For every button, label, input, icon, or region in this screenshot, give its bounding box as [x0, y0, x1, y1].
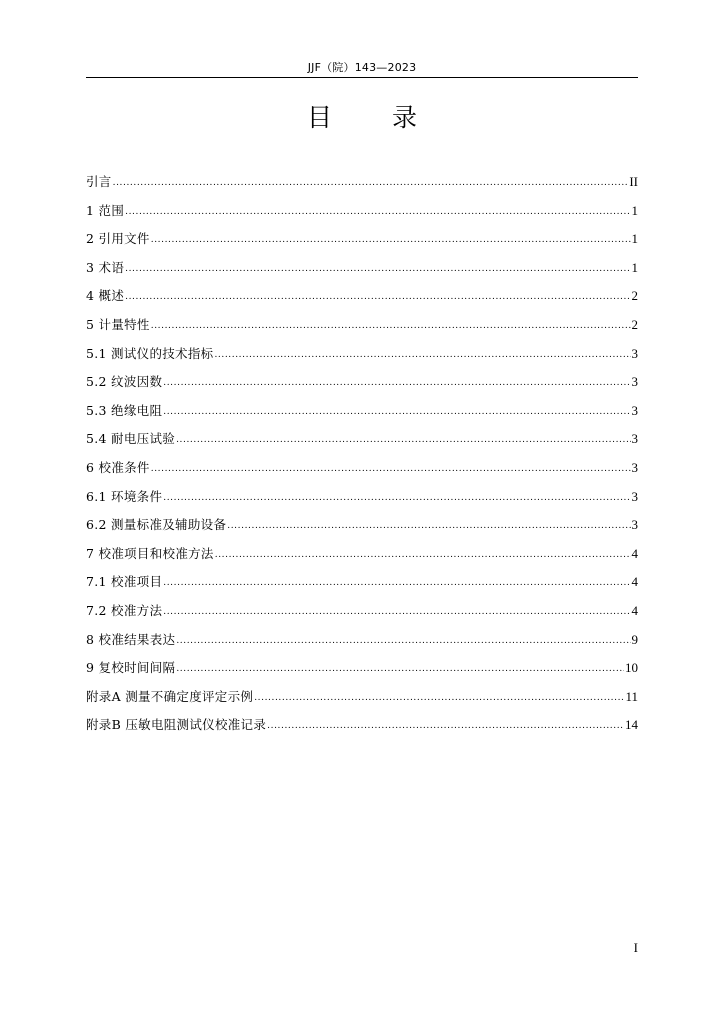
table-of-contents — [86, 172, 638, 744]
toc-dot-leader — [163, 402, 630, 422]
toc-dot-leader — [215, 545, 631, 565]
toc-entry[interactable] — [86, 687, 638, 716]
toc-entry[interactable] — [86, 201, 638, 230]
page-number: I — [633, 940, 638, 955]
toc-entry-page: 3 — [631, 517, 638, 533]
toc-entry[interactable] — [86, 515, 638, 544]
toc-entry-page: 1 — [631, 231, 638, 247]
toc-entry[interactable] — [86, 458, 638, 487]
toc-entry-page: 3 — [631, 431, 638, 447]
toc-entry-page: 3 — [631, 459, 638, 475]
toc-entry[interactable] — [86, 372, 638, 401]
toc-entry-page: II — [629, 174, 638, 189]
toc-entry[interactable] — [86, 544, 638, 573]
toc-dot-leader — [176, 430, 630, 450]
toc-dot-leader — [125, 202, 630, 222]
toc-dot-leader — [254, 688, 624, 708]
toc-entry-label: 6.2 测量标准及辅助设备 — [86, 517, 227, 533]
toc-entry[interactable] — [86, 172, 638, 201]
toc-entry-page: 1 — [631, 259, 638, 275]
toc-entry-label: 2 引用文件 — [86, 231, 150, 247]
toc-dot-leader — [151, 459, 631, 479]
toc-dot-leader — [163, 573, 630, 593]
toc-entry-label: 附录B 压敏电阻测试仪校准记录 — [86, 717, 267, 733]
toc-entry-page: 4 — [631, 574, 638, 590]
toc-dot-leader — [151, 230, 631, 250]
toc-entry[interactable] — [86, 715, 638, 744]
toc-entry-label: 7.1 校准项目 — [86, 574, 163, 590]
toc-dot-leader — [267, 716, 624, 736]
toc-entry-label: 引言 — [86, 174, 112, 189]
toc-dot-leader — [163, 488, 630, 508]
toc-entry[interactable] — [86, 315, 638, 344]
toc-entry-page: 3 — [631, 345, 638, 361]
toc-entry-page: 9 — [631, 631, 638, 647]
toc-entry-label: 4 概述 — [86, 288, 125, 304]
toc-entry-page: 3 — [631, 402, 638, 418]
toc-dot-leader — [163, 602, 630, 622]
document-code-header: JJF（院）143—2023 — [307, 61, 417, 74]
toc-entry[interactable] — [86, 344, 638, 373]
toc-dot-leader — [214, 345, 630, 365]
toc-entry-label: 3 术语 — [86, 259, 125, 275]
toc-entry[interactable] — [86, 258, 638, 287]
toc-entry-page: 2 — [631, 288, 638, 304]
toc-entry[interactable] — [86, 572, 638, 601]
toc-entry-page: 10 — [625, 660, 638, 676]
toc-entry-label: 附录A 测量不确定度评定示例 — [86, 688, 254, 704]
toc-entry-label: 5.1 测试仪的技术指标 — [86, 345, 214, 361]
page-title: 目 录 — [307, 103, 443, 132]
toc-entry-label: 5 计量特性 — [86, 316, 150, 332]
toc-entry-label: 6.1 环境条件 — [86, 488, 163, 504]
toc-dot-leader — [163, 373, 630, 393]
toc-entry[interactable] — [86, 630, 638, 659]
toc-entry-label: 1 范围 — [86, 202, 125, 218]
toc-dot-leader — [113, 173, 629, 193]
toc-dot-leader — [227, 516, 630, 536]
toc-entry-label: 8 校准结果表达 — [86, 631, 176, 647]
toc-entry[interactable] — [86, 401, 638, 430]
toc-entry[interactable] — [86, 429, 638, 458]
toc-entry-page: 2 — [631, 316, 638, 332]
toc-entry-label: 5.3 绝缘电阻 — [86, 402, 163, 418]
toc-entry-page: 14 — [625, 717, 638, 733]
toc-entry-page: 3 — [631, 374, 638, 390]
toc-entry[interactable] — [86, 601, 638, 630]
toc-entry-label: 6 校准条件 — [86, 459, 150, 475]
toc-entry[interactable] — [86, 487, 638, 516]
toc-dot-leader — [125, 259, 630, 279]
toc-entry-label: 5.4 耐电压试验 — [86, 431, 176, 447]
toc-dot-leader — [176, 631, 630, 651]
toc-entry-page: 4 — [631, 545, 638, 561]
toc-entry-page: 3 — [631, 488, 638, 504]
toc-entry-label: 5.2 纹波因数 — [86, 374, 163, 390]
toc-entry-page: 1 — [631, 202, 638, 218]
toc-entry-label: 7 校准项目和校准方法 — [86, 545, 214, 561]
toc-entry-label: 7.2 校准方法 — [86, 602, 163, 618]
toc-entry-label: 9 复校时间间隔 — [86, 660, 176, 676]
header-divider — [86, 77, 638, 78]
toc-entry-page: 4 — [631, 602, 638, 618]
toc-dot-leader — [151, 316, 631, 336]
toc-entry[interactable] — [86, 658, 638, 687]
toc-entry[interactable] — [86, 286, 638, 315]
toc-entry-page: 11 — [625, 688, 638, 704]
toc-dot-leader — [125, 287, 630, 307]
toc-entry[interactable] — [86, 229, 638, 258]
toc-dot-leader — [176, 659, 624, 679]
